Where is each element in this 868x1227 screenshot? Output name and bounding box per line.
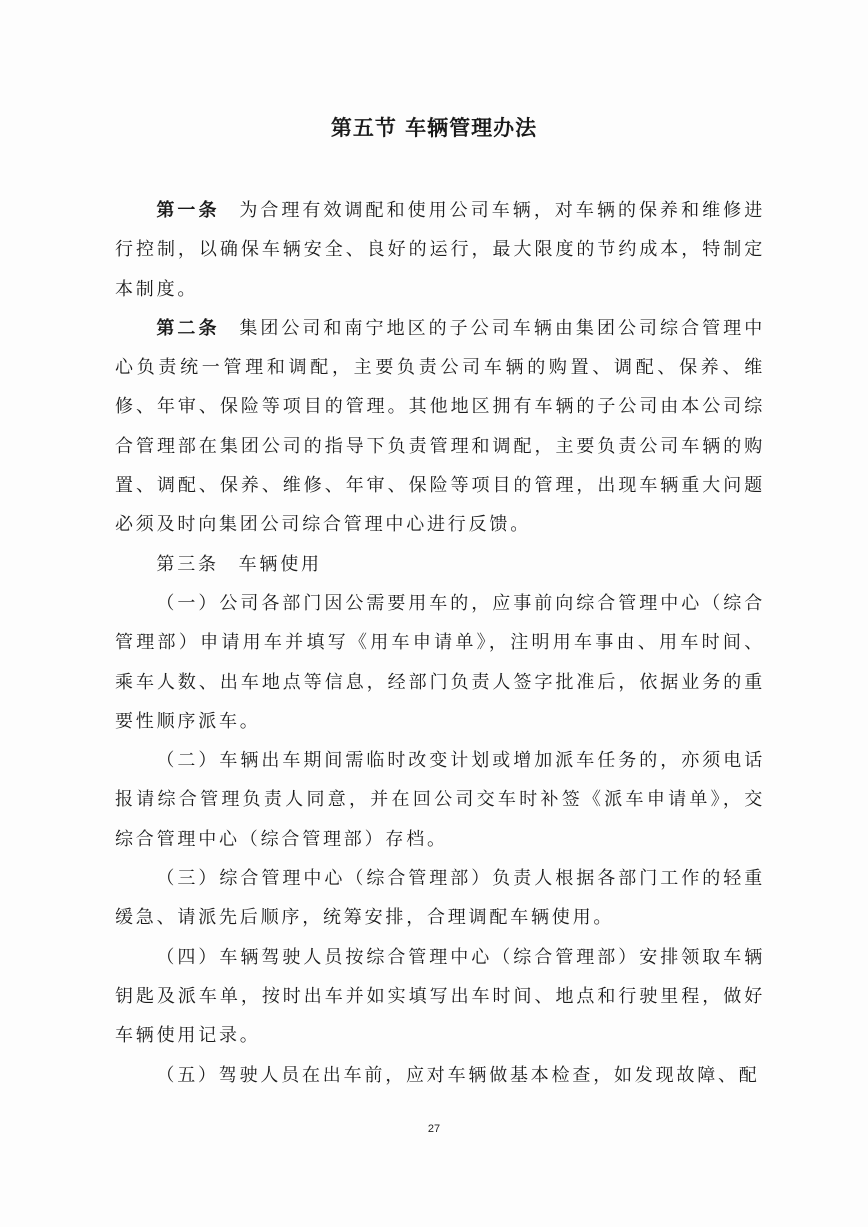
article-heading: 第二条 bbox=[156, 317, 220, 339]
paragraph-item-3 bbox=[115, 859, 765, 938]
paragraph-item-4 bbox=[115, 938, 765, 1056]
document-body bbox=[115, 191, 765, 1095]
article-heading: 第一条 bbox=[156, 200, 220, 221]
paragraph-text: （四）车辆驾驶人员按综合管理中心（综合管理部）安排领取车辆钥匙及派车单，按时出车并如实填写出车时间、地点和行驶里程，做好车辆使用记录。 bbox=[115, 946, 765, 1047]
paragraph-text: （五）驾驶人员在出车前，应对车辆做基本检查，如发现故障、配 bbox=[156, 1064, 760, 1086]
paragraph-item-1 bbox=[115, 584, 765, 741]
paragraph-article-1 bbox=[115, 191, 765, 309]
paragraph-article-3 bbox=[115, 545, 765, 584]
article-heading: 第三条 bbox=[156, 553, 219, 575]
paragraph-item-5 bbox=[115, 1056, 765, 1095]
paragraph-item-2 bbox=[115, 741, 765, 859]
paragraph-text: 为合理有效调配和使用公司车辆，对车辆的保养和维修进行控制，以确保车辆安全、良好的运行，最大限度的节约成本，特制定本制度。 bbox=[115, 200, 766, 300]
paragraph-text: 集团公司和南宁地区的子公司车辆由集团公司综合管理中心负责统一管理和调配，主要负责公司车辆的购置、调配、保养、维修、年审、保险等项目的管理。其他地区拥有车辆的子公司由本公司综合管理部在集团公司的指导下负责管理和调配，主要负责公司车辆的购置、调配、保养、维修、年审、保险等项目的管理，出现车辆重大问题必须及时向集团公司综合管理中心进行反馈。 bbox=[115, 317, 766, 536]
paragraph-text: （三）综合管理中心（综合管理部）负责人根据各部门工作的轻重缓急、请派先后顺序，统筹安排，合理调配车辆使用。 bbox=[115, 868, 765, 929]
paragraph-text: （一）公司各部门因公需要用车的，应事前向综合管理中心（综合管理部）申请用车并填写《用车申请单》，注明用车事由、用车时间、乘车人数、出车地点等信息，经部门负责人签字批准后，依据业务的重要性顺序派车。 bbox=[115, 592, 765, 732]
section-title: 第五节 车辆管理办法 bbox=[330, 115, 538, 140]
paragraph-article-2 bbox=[115, 309, 765, 545]
paragraph-text: （二）车辆出车期间需临时改变计划或增加派车任务的，亦须电话报请综合管理负责人同意，并在回公司交车时补签《派车申请单》，交综合管理中心（综合管理部）存档。 bbox=[115, 750, 765, 850]
page-number: 27 bbox=[427, 1123, 441, 1135]
paragraph-text: 车辆使用 bbox=[238, 553, 322, 575]
